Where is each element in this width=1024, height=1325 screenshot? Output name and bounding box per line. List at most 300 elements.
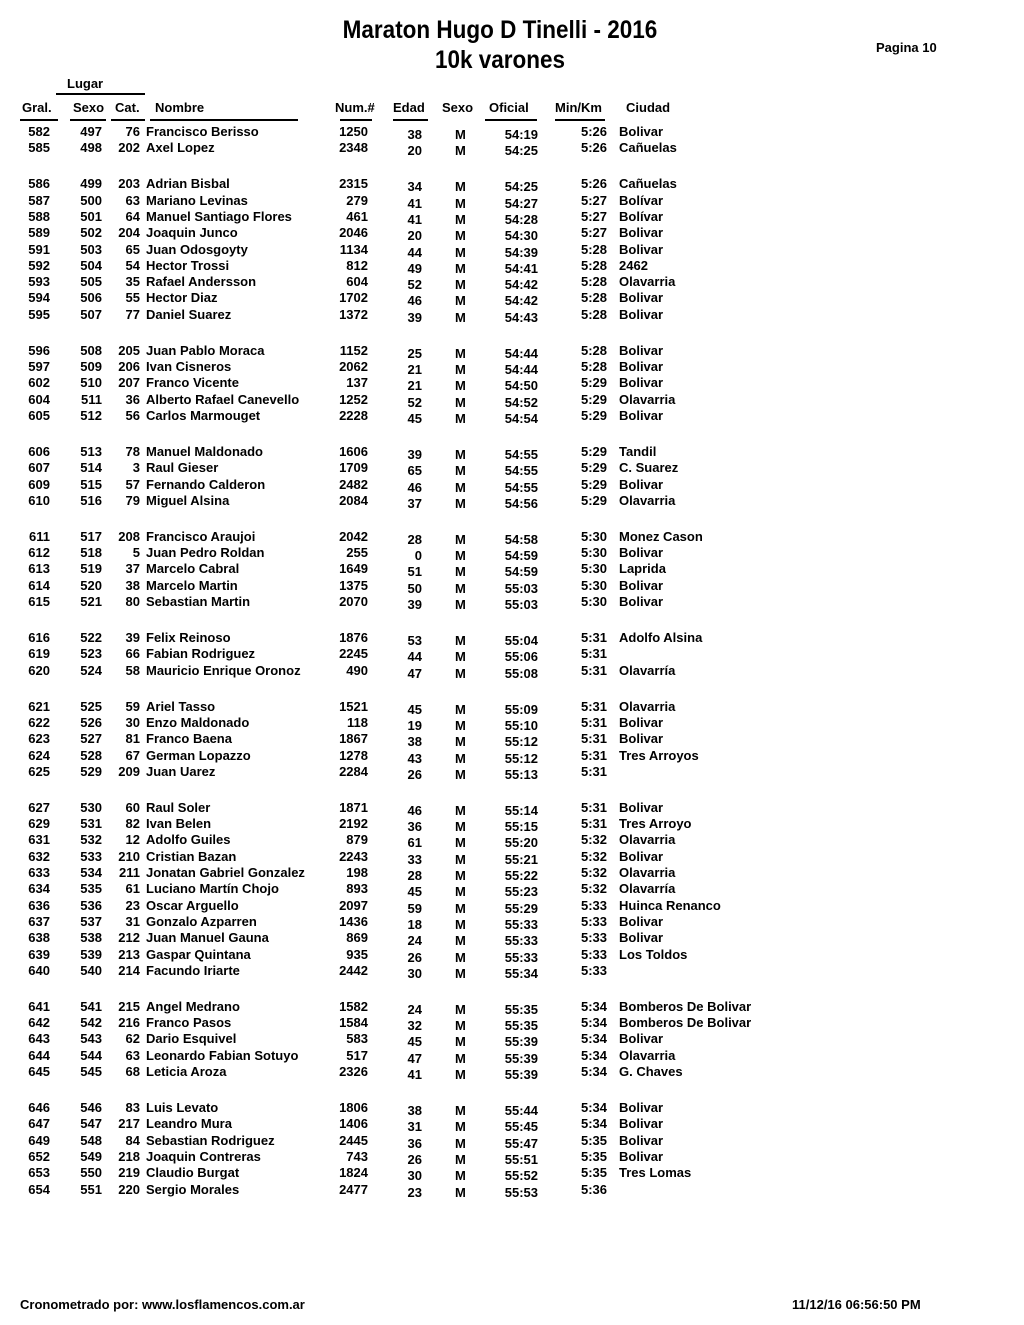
cell-sex: M bbox=[455, 916, 466, 932]
cell-name: Juan Odosgoyty bbox=[146, 241, 248, 257]
cell-sex: M bbox=[455, 1119, 466, 1135]
table-row bbox=[0, 242, 1024, 259]
cell-pace: 5:31 bbox=[580, 799, 607, 815]
table-row bbox=[0, 594, 1024, 611]
cell-pace: 5:35 bbox=[580, 1165, 607, 1181]
cell-sex: M bbox=[455, 244, 466, 260]
cell-bib: 1252 bbox=[339, 391, 368, 407]
cell-city: Bolivar bbox=[619, 848, 664, 864]
cell-official-time: 55:35 bbox=[504, 1001, 538, 1017]
cell-bib: 1649 bbox=[339, 561, 368, 577]
cell-cat-place: 210 bbox=[118, 848, 140, 864]
cell-pace: 5:26 bbox=[580, 124, 607, 139]
cell-city: Tres Lomas bbox=[619, 1165, 692, 1181]
cell-pace: 5:34 bbox=[580, 1031, 607, 1047]
group-header-lugar: Lugar bbox=[67, 76, 104, 91]
cell-cat-place: 215 bbox=[118, 998, 140, 1014]
cell-cat-place: 30 bbox=[125, 714, 140, 730]
cell-sexo-place: 499 bbox=[80, 176, 102, 192]
cell-age: 32 bbox=[407, 1018, 422, 1034]
cell-name: Juan Uarez bbox=[146, 763, 216, 779]
cell-sex: M bbox=[455, 179, 466, 195]
cell-age: 44 bbox=[407, 244, 422, 260]
cell-pace: 5:31 bbox=[580, 747, 607, 763]
cell-pace: 5:32 bbox=[580, 848, 607, 864]
col-header-edad: Edad bbox=[393, 100, 425, 115]
cell-sex: M bbox=[455, 211, 466, 227]
cell-age: 45 bbox=[407, 701, 422, 717]
cell-name: Juan Pablo Moraca bbox=[146, 342, 265, 358]
document-subtitle: 10k varones bbox=[434, 46, 566, 74]
cell-name: Juan Pedro Roldan bbox=[146, 545, 265, 561]
cell-name: Marcelo Martin bbox=[146, 577, 238, 593]
cell-pace: 5:28 bbox=[580, 274, 607, 290]
cell-city: Olavarria bbox=[619, 492, 676, 508]
cell-official-time: 54:59 bbox=[504, 548, 538, 564]
cell-gral: 595 bbox=[28, 306, 50, 322]
cell-official-time: 55:04 bbox=[504, 633, 538, 648]
cell-gral: 621 bbox=[28, 698, 50, 714]
cell-name: Rafael Andersson bbox=[146, 274, 257, 290]
cell-gral: 609 bbox=[28, 476, 50, 492]
cell-bib: 279 bbox=[346, 192, 368, 208]
cell-age: 51 bbox=[407, 564, 422, 580]
table-row bbox=[0, 225, 1024, 242]
cell-bib: 2097 bbox=[339, 897, 368, 913]
cell-sexo-place: 505 bbox=[80, 274, 102, 290]
cell-sex: M bbox=[455, 1034, 466, 1050]
cell-sex: M bbox=[455, 851, 466, 867]
cell-bib: 137 bbox=[346, 375, 368, 391]
cell-pace: 5:34 bbox=[580, 1015, 607, 1031]
cell-age: 46 bbox=[407, 802, 422, 818]
cell-sex: M bbox=[455, 495, 466, 511]
cell-bib: 461 bbox=[346, 208, 368, 224]
cell-gral: 594 bbox=[28, 290, 50, 306]
cell-sexo-place: 549 bbox=[80, 1148, 102, 1164]
col-header-sexo2: Sexo bbox=[442, 100, 474, 115]
cell-sexo-place: 509 bbox=[80, 359, 102, 374]
cell-name: Marcelo Cabral bbox=[146, 561, 240, 577]
cell-bib: 2062 bbox=[339, 359, 368, 374]
cell-name: Oscar Arguello bbox=[146, 897, 239, 913]
cell-official-time: 55:33 bbox=[504, 933, 538, 949]
cell-official-time: 55:21 bbox=[504, 851, 538, 867]
cell-sexo-place: 540 bbox=[80, 962, 102, 978]
cell-official-time: 55:34 bbox=[504, 965, 538, 981]
table-row bbox=[0, 1031, 1024, 1048]
cell-pace: 5:36 bbox=[580, 1181, 607, 1197]
cell-official-time: 55:53 bbox=[504, 1184, 538, 1200]
cell-pace: 5:26 bbox=[580, 140, 607, 156]
cell-sex: M bbox=[455, 665, 466, 681]
cell-bib: 1871 bbox=[339, 799, 368, 815]
cell-sex: M bbox=[455, 463, 466, 479]
cell-cat-place: 216 bbox=[118, 1015, 140, 1031]
cell-age: 25 bbox=[407, 345, 422, 361]
cell-cat-place: 56 bbox=[125, 407, 140, 423]
cell-official-time: 55:22 bbox=[504, 868, 538, 883]
cell-bib: 879 bbox=[346, 832, 368, 848]
cell-gral: 643 bbox=[28, 1031, 50, 1047]
cell-gral: 591 bbox=[28, 241, 50, 257]
table-row bbox=[0, 529, 1024, 546]
cell-official-time: 55:12 bbox=[504, 734, 538, 750]
table-row bbox=[0, 1133, 1024, 1150]
cell-age: 46 bbox=[407, 479, 422, 495]
cell-sex: M bbox=[455, 868, 466, 883]
cell-gral: 614 bbox=[28, 577, 50, 593]
cell-name: Joaquin Contreras bbox=[146, 1148, 261, 1164]
cell-age: 33 bbox=[407, 851, 422, 867]
cell-name: Gaspar Quintana bbox=[146, 946, 251, 962]
cell-bib: 2326 bbox=[339, 1064, 368, 1079]
cell-bib: 1824 bbox=[339, 1165, 368, 1181]
cell-sexo-place: 503 bbox=[80, 241, 102, 257]
table-row bbox=[0, 764, 1024, 781]
cell-cat-place: 202 bbox=[118, 140, 140, 156]
table-row bbox=[0, 1149, 1024, 1166]
cell-gral: 653 bbox=[28, 1165, 50, 1181]
cell-official-time: 55:45 bbox=[504, 1119, 538, 1135]
cell-sex: M bbox=[455, 750, 466, 766]
table-row bbox=[0, 408, 1024, 425]
cell-sexo-place: 537 bbox=[80, 913, 102, 929]
cell-pace: 5:29 bbox=[580, 476, 607, 492]
cell-bib: 2477 bbox=[339, 1181, 368, 1197]
cell-sexo-place: 529 bbox=[80, 763, 102, 779]
cell-city: Bolivar bbox=[619, 375, 664, 391]
cell-sexo-place: 517 bbox=[80, 528, 102, 544]
cell-official-time: 55:33 bbox=[504, 949, 538, 965]
cell-gral: 625 bbox=[28, 763, 50, 779]
cell-name: Sergio Morales bbox=[146, 1181, 240, 1197]
table-row bbox=[0, 963, 1024, 980]
cell-bib: 255 bbox=[346, 545, 368, 561]
cell-city: Bolivar bbox=[619, 290, 664, 306]
cell-city: Bomberos De Bolivar bbox=[619, 1015, 752, 1031]
cell-pace: 5:33 bbox=[580, 962, 607, 978]
cell-cat-place: 207 bbox=[118, 375, 140, 391]
cell-sexo-place: 516 bbox=[80, 492, 102, 508]
cell-pace: 5:31 bbox=[580, 763, 607, 779]
cell-sexo-place: 548 bbox=[80, 1132, 102, 1148]
cell-cat-place: 212 bbox=[118, 930, 140, 946]
cell-city: Bolivar bbox=[619, 545, 664, 561]
cell-name: Cristian Bazan bbox=[146, 848, 237, 864]
cell-bib: 893 bbox=[346, 881, 368, 897]
cell-name: Luciano Martín Chojo bbox=[146, 881, 279, 897]
cell-sexo-place: 527 bbox=[80, 731, 102, 747]
cell-city: Bolivar bbox=[619, 1116, 664, 1132]
cell-bib: 2482 bbox=[339, 476, 368, 492]
cell-sexo-place: 520 bbox=[80, 577, 102, 593]
cell-cat-place: 62 bbox=[125, 1031, 140, 1047]
cell-age: 61 bbox=[407, 835, 422, 851]
cell-age: 30 bbox=[407, 965, 422, 981]
cell-official-time: 55:52 bbox=[504, 1168, 538, 1184]
cell-cat-place: 57 bbox=[125, 476, 140, 492]
cell-official-time: 55:06 bbox=[504, 649, 538, 665]
cell-pace: 5:31 bbox=[580, 816, 607, 832]
cell-sexo-place: 504 bbox=[80, 257, 102, 273]
cell-age: 65 bbox=[407, 463, 422, 479]
cell-sex: M bbox=[455, 1001, 466, 1017]
cell-pace: 5:31 bbox=[580, 630, 607, 645]
cell-sexo-place: 501 bbox=[80, 208, 102, 224]
cell-cat-place: 12 bbox=[125, 832, 140, 848]
table-row bbox=[0, 898, 1024, 915]
cell-cat-place: 219 bbox=[118, 1165, 140, 1181]
cell-bib: 2245 bbox=[339, 646, 368, 662]
cell-gral: 593 bbox=[28, 274, 50, 290]
cell-age: 45 bbox=[407, 884, 422, 900]
cell-age: 31 bbox=[407, 1119, 422, 1135]
cell-pace: 5:28 bbox=[580, 257, 607, 273]
cell-cat-place: 54 bbox=[125, 257, 140, 273]
cell-gral: 589 bbox=[28, 225, 50, 241]
cell-city: Bolivar bbox=[619, 594, 664, 609]
cell-cat-place: 63 bbox=[125, 1047, 140, 1063]
cell-sex: M bbox=[455, 766, 466, 782]
cell-bib: 1702 bbox=[339, 290, 368, 306]
cell-pace: 5:31 bbox=[580, 646, 607, 662]
col-header-gral: Gral. bbox=[22, 100, 52, 115]
cell-pace: 5:31 bbox=[580, 731, 607, 747]
cell-official-time: 54:41 bbox=[504, 260, 538, 276]
cell-sexo-place: 515 bbox=[80, 476, 102, 492]
cell-official-time: 54:25 bbox=[504, 179, 538, 195]
cell-name: Manuel Santiago Flores bbox=[146, 208, 292, 224]
cell-official-time: 55:35 bbox=[504, 1018, 538, 1034]
cell-sex: M bbox=[455, 1018, 466, 1034]
cell-sex: M bbox=[455, 965, 466, 981]
cell-gral: 649 bbox=[28, 1132, 50, 1148]
table-row bbox=[0, 748, 1024, 765]
cell-city: Olavarria bbox=[619, 698, 676, 714]
footer-timing-credit: Cronometrado por: www.losflamencos.com.ar bbox=[20, 1297, 305, 1312]
cell-cat-place: 81 bbox=[125, 731, 140, 747]
table-row bbox=[0, 1116, 1024, 1133]
cell-name: Francisco Araujoi bbox=[146, 528, 256, 544]
cell-sex: M bbox=[455, 1135, 466, 1151]
cell-city: Tandil bbox=[619, 443, 657, 459]
cell-official-time: 55:47 bbox=[504, 1135, 538, 1151]
cell-pace: 5:29 bbox=[580, 375, 607, 391]
cell-cat-place: 39 bbox=[125, 630, 140, 645]
cell-pace: 5:28 bbox=[580, 342, 607, 358]
cell-pace: 5:33 bbox=[580, 930, 607, 946]
cell-sex: M bbox=[455, 446, 466, 462]
cell-gral: 588 bbox=[28, 208, 50, 224]
cell-official-time: 55:03 bbox=[504, 580, 538, 596]
cell-bib: 743 bbox=[346, 1148, 368, 1164]
cell-name: Felix Reinoso bbox=[146, 630, 231, 645]
cell-cat-place: 65 bbox=[125, 241, 140, 257]
cell-pace: 5:28 bbox=[580, 359, 607, 374]
cell-official-time: 54:44 bbox=[504, 345, 538, 361]
cell-bib: 1584 bbox=[339, 1015, 368, 1031]
cell-age: 52 bbox=[407, 394, 422, 410]
cell-sex: M bbox=[455, 309, 466, 325]
cell-bib: 2046 bbox=[339, 225, 368, 241]
table-row bbox=[0, 914, 1024, 931]
cell-sexo-place: 521 bbox=[80, 594, 102, 609]
cell-age: 21 bbox=[407, 378, 422, 394]
cell-gral: 587 bbox=[28, 192, 50, 208]
cell-gral: 622 bbox=[28, 714, 50, 730]
cell-city: Huinca Renanco bbox=[619, 897, 721, 913]
table-row bbox=[0, 140, 1024, 157]
cell-pace: 5:30 bbox=[580, 545, 607, 561]
cell-sex: M bbox=[455, 949, 466, 965]
cell-name: Claudio Burgat bbox=[146, 1165, 240, 1181]
cell-age: 21 bbox=[407, 362, 422, 377]
cell-age: 46 bbox=[407, 293, 422, 309]
cell-sex: M bbox=[455, 378, 466, 394]
cell-sexo-place: 497 bbox=[80, 124, 102, 139]
cell-city: Bolívar bbox=[619, 192, 664, 208]
cell-official-time: 54:52 bbox=[504, 394, 538, 410]
cell-gral: 623 bbox=[28, 731, 50, 747]
cell-sexo-place: 506 bbox=[80, 290, 102, 306]
cell-cat-place: 61 bbox=[125, 881, 140, 897]
cell-bib: 198 bbox=[346, 865, 368, 880]
cell-gral: 602 bbox=[28, 375, 50, 391]
cell-gral: 631 bbox=[28, 832, 50, 848]
cell-bib: 1375 bbox=[339, 577, 368, 593]
cell-gral: 632 bbox=[28, 848, 50, 864]
cell-sexo-place: 543 bbox=[80, 1031, 102, 1047]
cell-pace: 5:32 bbox=[580, 881, 607, 897]
cell-cat-place: 217 bbox=[118, 1116, 140, 1132]
cell-bib: 1582 bbox=[339, 998, 368, 1014]
cell-pace: 5:29 bbox=[580, 407, 607, 423]
cell-age: 45 bbox=[407, 1034, 422, 1050]
cell-pace: 5:34 bbox=[580, 1116, 607, 1132]
cell-name: Alberto Rafael Canevello bbox=[146, 391, 300, 407]
cell-sexo-place: 531 bbox=[80, 816, 102, 832]
cell-cat-place: 220 bbox=[118, 1181, 140, 1197]
cell-pace: 5:26 bbox=[580, 176, 607, 192]
cell-gral: 645 bbox=[28, 1064, 50, 1079]
cell-gral: 642 bbox=[28, 1015, 50, 1031]
cell-cat-place: 36 bbox=[125, 391, 140, 407]
table-row bbox=[0, 343, 1024, 360]
cell-cat-place: 35 bbox=[125, 274, 140, 290]
cell-bib: 1606 bbox=[339, 443, 368, 459]
cell-age: 24 bbox=[407, 1001, 422, 1017]
cell-age: 45 bbox=[407, 410, 422, 426]
cell-pace: 5:33 bbox=[580, 913, 607, 929]
cell-official-time: 54:59 bbox=[504, 564, 538, 580]
cell-name: Daniel Suarez bbox=[146, 306, 232, 322]
cell-age: 49 bbox=[407, 260, 422, 276]
cell-name: Leandro Mura bbox=[146, 1116, 232, 1132]
table-row bbox=[0, 290, 1024, 307]
cell-gral: 644 bbox=[28, 1047, 50, 1063]
cell-official-time: 55:39 bbox=[504, 1050, 538, 1066]
cell-sexo-place: 541 bbox=[80, 998, 102, 1014]
cell-name: Joaquin Junco bbox=[146, 225, 238, 241]
cell-bib: 2084 bbox=[339, 492, 368, 508]
cell-pace: 5:32 bbox=[580, 865, 607, 880]
cell-pace: 5:34 bbox=[580, 1100, 607, 1115]
cell-sex: M bbox=[455, 597, 466, 612]
cell-bib: 812 bbox=[346, 257, 368, 273]
cell-cat-place: 204 bbox=[118, 225, 140, 241]
cell-gral: 604 bbox=[28, 391, 50, 407]
cell-gral: 620 bbox=[28, 662, 50, 678]
cell-sexo-place: 508 bbox=[80, 342, 102, 358]
cell-gral: 585 bbox=[28, 140, 50, 156]
col-header-ciudad: Ciudad bbox=[626, 100, 671, 115]
cell-name: Carlos Marmouget bbox=[146, 407, 261, 423]
cell-sex: M bbox=[455, 649, 466, 665]
cell-city: Bolivar bbox=[619, 930, 664, 946]
table-row bbox=[0, 578, 1024, 595]
cell-sex: M bbox=[455, 260, 466, 276]
cell-city: Bolivar bbox=[619, 476, 664, 492]
cell-gral: 654 bbox=[28, 1181, 50, 1197]
footer-timestamp: 11/12/16 06:56:50 PM bbox=[792, 1297, 921, 1312]
cell-city: Bolivar bbox=[619, 731, 664, 747]
cell-pace: 5:27 bbox=[580, 192, 607, 208]
cell-city: Adolfo Alsina bbox=[619, 630, 703, 645]
cell-city: Bolivar bbox=[619, 342, 664, 358]
cell-sexo-place: 510 bbox=[80, 375, 102, 391]
cell-sex: M bbox=[455, 127, 466, 142]
cell-name: Ivan Cisneros bbox=[146, 359, 232, 374]
cell-sexo-place: 507 bbox=[80, 306, 102, 322]
cell-bib: 490 bbox=[346, 662, 368, 678]
cell-gral: 640 bbox=[28, 962, 50, 978]
cell-city: Tres Arroyos bbox=[619, 747, 699, 763]
cell-city: Bolivar bbox=[619, 1132, 664, 1148]
table-row bbox=[0, 947, 1024, 964]
table-row bbox=[0, 274, 1024, 291]
table-row bbox=[0, 646, 1024, 663]
cell-official-time: 55:09 bbox=[504, 701, 538, 717]
cell-cat-place: 68 bbox=[125, 1064, 140, 1079]
cell-pace: 5:32 bbox=[580, 832, 607, 848]
cell-name: Franco Baena bbox=[146, 731, 232, 747]
col-header-oficial: Oficial bbox=[489, 100, 529, 115]
cell-city: Cañuelas bbox=[619, 140, 677, 156]
table-row bbox=[0, 493, 1024, 510]
cell-sex: M bbox=[455, 734, 466, 750]
cell-sex: M bbox=[455, 394, 466, 410]
col-header-sexo: Sexo bbox=[73, 100, 105, 115]
cell-name: Sebastian Martin bbox=[146, 594, 251, 609]
cell-gral: 641 bbox=[28, 998, 50, 1014]
cell-city: Olavarría bbox=[619, 662, 676, 678]
cell-city: Olavarría bbox=[619, 881, 676, 897]
col-header-num: Num.# bbox=[335, 100, 375, 115]
cell-city: Tres Arroyo bbox=[619, 816, 692, 832]
cell-gral: 586 bbox=[28, 176, 50, 192]
cell-age: 50 bbox=[407, 580, 422, 596]
cell-pace: 5:31 bbox=[580, 698, 607, 714]
cell-name: Angel Medrano bbox=[146, 998, 240, 1014]
cell-gral: 629 bbox=[28, 816, 50, 832]
table-row bbox=[0, 1048, 1024, 1065]
cell-official-time: 55:12 bbox=[504, 750, 538, 766]
cell-sexo-place: 550 bbox=[80, 1165, 102, 1181]
cell-bib: 583 bbox=[346, 1031, 368, 1047]
cell-gral: 610 bbox=[28, 492, 50, 508]
cell-official-time: 55:13 bbox=[504, 766, 538, 782]
